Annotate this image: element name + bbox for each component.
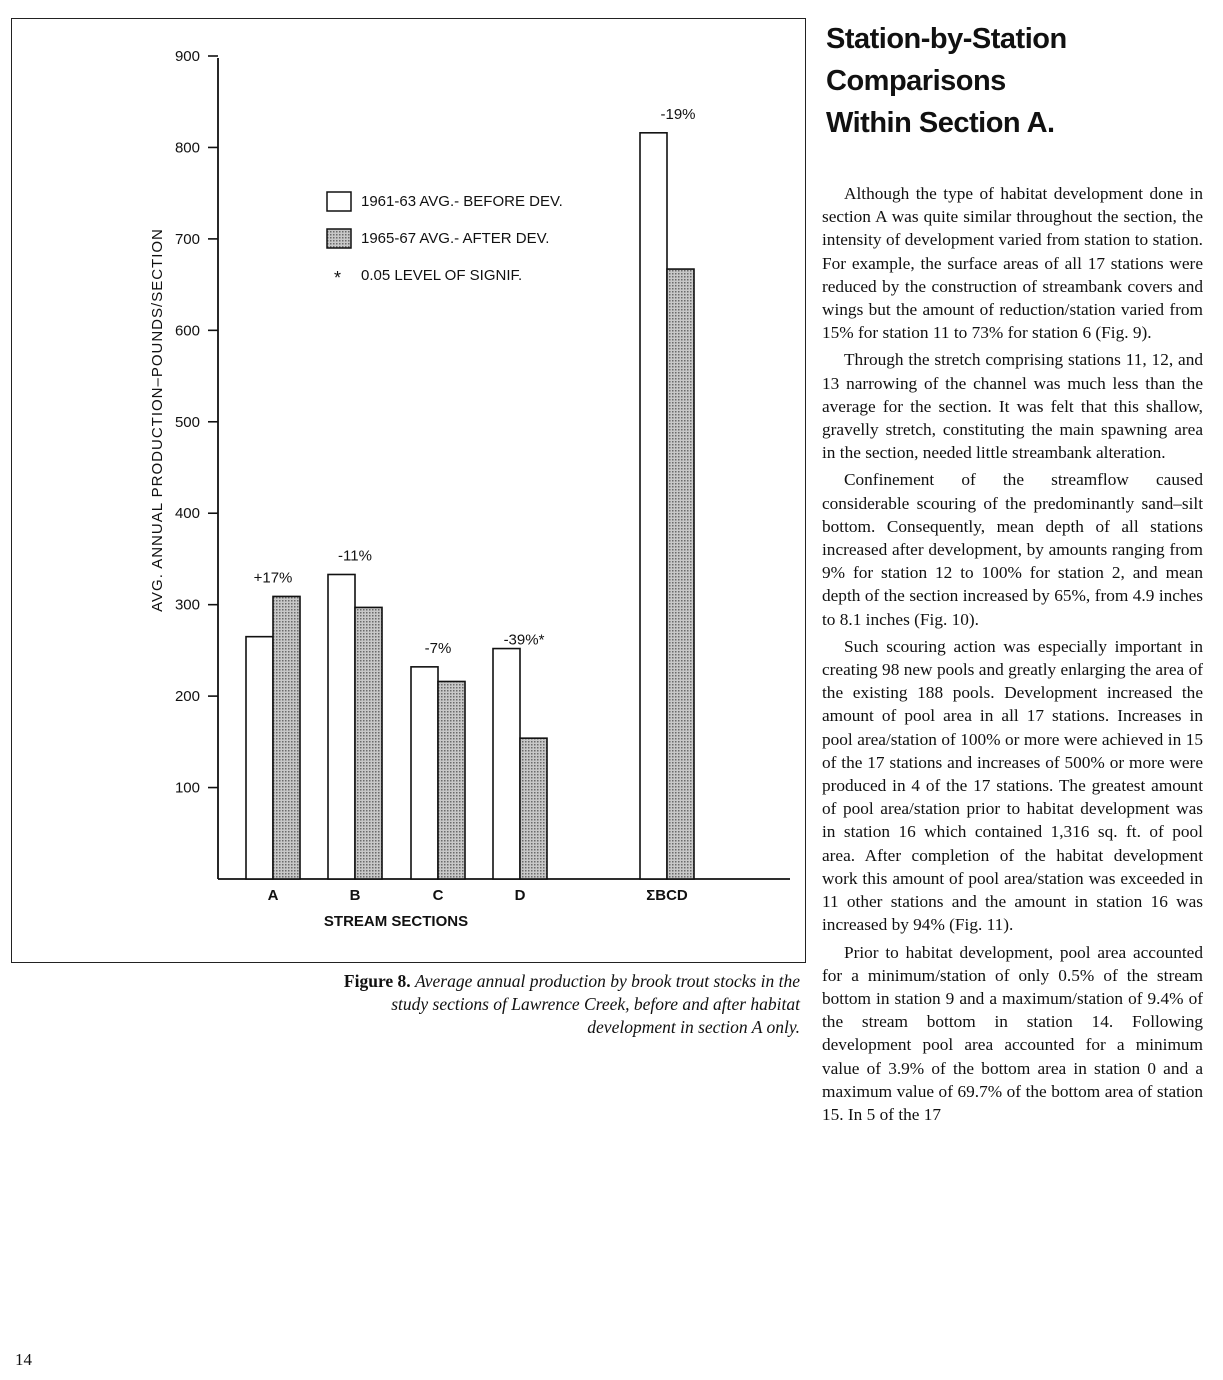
legend-swatch-before — [327, 192, 351, 211]
change-label: -39%* — [503, 631, 545, 649]
x-tick-labels — [268, 887, 688, 904]
paragraph: Through the stretch comprising stations 11, 12, and 13 narrowing of the channel was much less than the average for the section. It was felt that this shallow, gravelly stretch, constituting the main spawning area in the section, needed little streambank alteration. — [822, 350, 1203, 463]
legend-label-significance: 0.05 LEVEL OF SIGNIF. — [361, 267, 523, 284]
y-tick-label: 900 — [174, 48, 200, 65]
paragraph: Although the type of habitat development done in section A was quite similar throughout the section, the intensity of development varied from station to station. For example, the surface areas of all 17 stations were reduced by the construction of streambank covers and wings but the amount of reduction/station varied from 15% for station 11 to 73% for station 6 (Fig. 9). — [822, 184, 1203, 343]
bar-after-dev — [273, 596, 300, 879]
legend-asterisk: * — [334, 268, 342, 288]
y-tick-label: 400 — [174, 505, 200, 523]
bar-after-dev — [355, 607, 382, 879]
body-text — [822, 182, 1203, 1130]
section-heading — [826, 18, 1206, 144]
x-tick-label: A — [267, 887, 279, 904]
change-label: -19% — [660, 105, 696, 123]
change-label: -7% — [424, 639, 452, 657]
paragraph: Prior to habitat development, pool area accounted for a minimum/station of only 0.5% of the stream bottom in station 9 and a maximum/station of 9.4% of the stream bottom in station 14. Following development pool area accounted for a minimum value of 3.9% of the bottom area in station 0 and a maximum value of 69.7% of the bottom area of station 15. In 5 of the 17 — [822, 942, 1203, 1124]
y-tick-label: 200 — [174, 688, 200, 706]
y-tick-label: 800 — [174, 139, 200, 157]
bar-before-dev — [640, 133, 667, 879]
section-heading-line: Within Section A. — [826, 107, 1055, 139]
page-number: 14 — [15, 1350, 32, 1369]
legend-swatch-after — [327, 229, 351, 248]
y-tick-label: 700 — [174, 230, 200, 248]
x-tick-label: ΣBCD — [646, 887, 688, 904]
figure-caption-label: Figure 8. — [343, 971, 411, 991]
bar-before-dev — [493, 649, 520, 879]
y-tick-label: 300 — [174, 596, 200, 614]
legend-label-before: 1961-63 AVG.- BEFORE DEV. — [361, 193, 563, 210]
bar-before-dev — [411, 667, 438, 879]
bar-after-dev — [667, 269, 694, 879]
bar-before-dev — [328, 574, 355, 879]
y-axis-label: AVG. ANNUAL PRODUCTION–POUNDS/SECTION — [149, 228, 166, 612]
legend — [327, 192, 563, 288]
x-axis-label: STREAM SECTIONS — [323, 913, 469, 930]
change-label: +17% — [253, 569, 293, 587]
legend-label-after: 1965-67 AVG.- AFTER DEV. — [361, 230, 550, 247]
paragraph: Confinement of the streamflow caused considerable scouring of the predominantly sand–silt bottom. Consequently, mean depth of all stations increased after development, by amounts ranging from 9% for station 12 to 100% for station 2, and mean depth of the section increased by 65%, from 4.9 inches to 8.1 inches (Fig. 10). — [822, 470, 1203, 629]
bar-after-dev — [438, 681, 465, 879]
section-heading-line: Comparisons — [826, 65, 1006, 97]
section-heading-line: Station-by-Station — [826, 23, 1067, 55]
x-tick-label: B — [349, 887, 361, 904]
y-ticks — [175, 48, 218, 797]
paragraph: Such scouring action was especially important in creating 98 new pools and greatly enlarging the area of the existing 188 pools. Development increased the amount of pool area in all 17 stations. Increases in pool area/station of 100% or more were achieved in 15 of the 17 stations and increases of 500% or more were produced in 4 of the 17 stations. The greatest amount of pool area/station prior to habitat development was in station 16 which contained 1,316 sq. ft. of pool area. After completion of the habitat development work this amount of pool area/station was exceeded in 11 other stations and the amount in station 16 was increased by 94% (Fig. 11). — [822, 636, 1203, 935]
change-label: -11% — [338, 547, 372, 565]
x-tick-label: D — [514, 887, 526, 904]
y-tick-label: 100 — [174, 779, 200, 797]
y-tick-label: 600 — [174, 322, 200, 340]
bar-after-dev — [520, 738, 547, 879]
x-tick-label: C — [432, 887, 444, 904]
y-tick-label: 500 — [174, 413, 200, 431]
bar-before-dev — [246, 637, 273, 879]
change-labels — [254, 106, 696, 657]
figure-caption-text: Average annual production by brook trout stocks in the study sections of Lawrence Creek, before and after habitat development in section A only. — [391, 971, 800, 1037]
figure-caption — [330, 970, 800, 1039]
